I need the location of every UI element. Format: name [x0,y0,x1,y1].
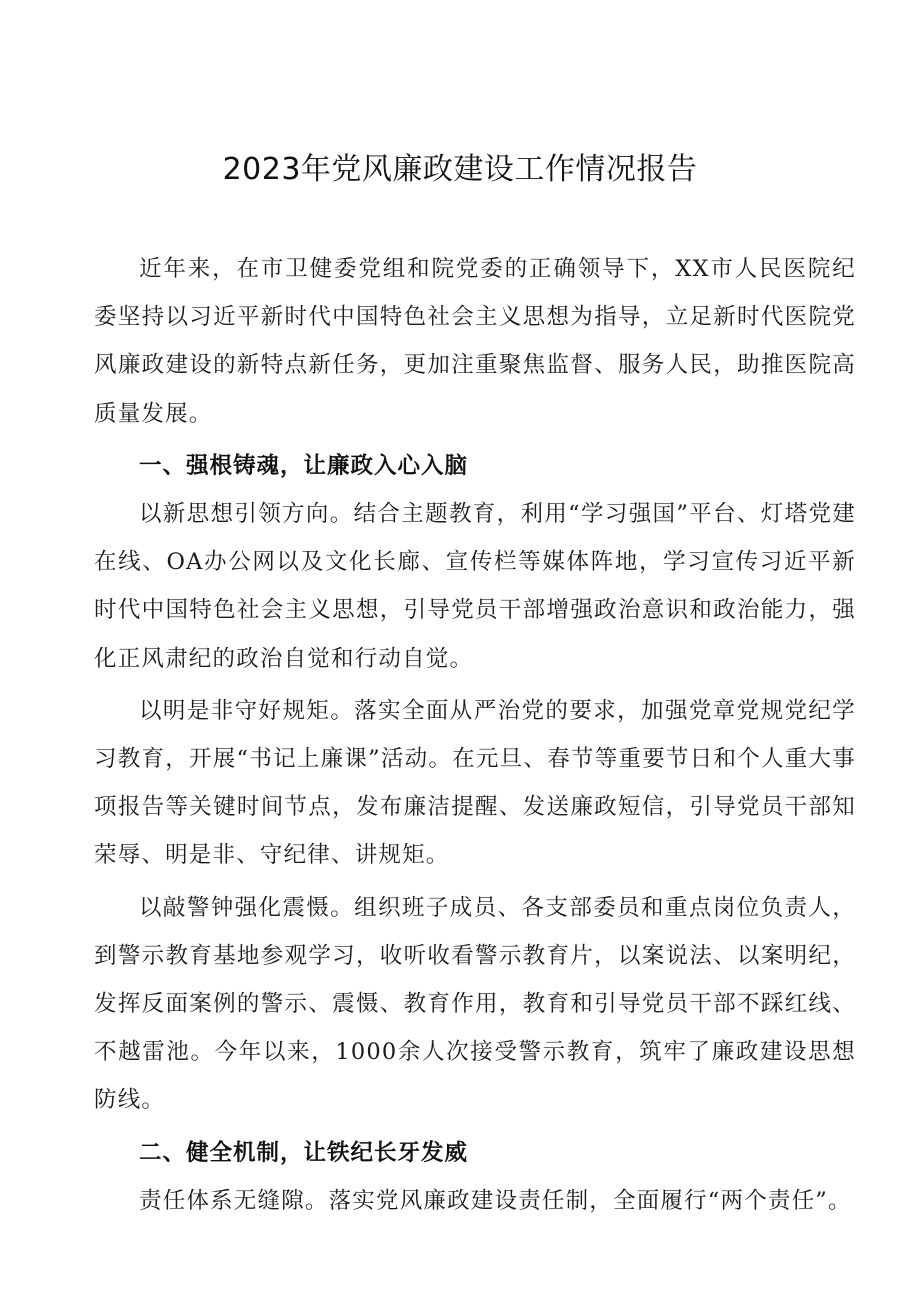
document-body [94,245,856,1225]
document-title: 2023年党风廉政建设工作情况报告 [222,152,698,187]
section-1-paragraph-3: 以敲警钟强化震慑。组织班子成员、各支部委员和重点岗位负责人，到警示教育基地参观学习，收听收看警示教育片，以案说法、以案明纪，发挥反面案例的警示、震慑、教育作用，教育和引导党员干部不踩红线、不越雷池。今年以来，1000余人次接受警示教育，筑牢了廉政建设思想防线。 [94,894,856,1114]
section-1-heading: 一、强根铸魂，让廉政入心入脑 [139,452,469,479]
section-1-paragraph-2: 以明是非守好规矩。落实全面从严治党的要求，加强党章党规党纪学习教育，开展“书记上廉课”活动。在元旦、春节等重要节日和个人重大事项报告等关键时间节点，发布廉洁提醒、发送廉政短信，引导党员干部知荣辱、明是非、守纪律、讲规矩。 [94,697,856,869]
section-2-heading: 二、健全机制，让铁纪长牙发威 [139,1139,469,1166]
section-1-paragraph-1: 以新思想引领方向。结合主题教育，利用“学习强国”平台、灯塔党建在线、OA办公网以及文化长廊、宣传栏等媒体阵地，学习宣传习近平新时代中国特色社会主义思想，引导党员干部增强政治意识和政治能力，强化正风肃纪的政治自觉和行动自觉。 [94,501,856,672]
section-2-paragraph-1: 责任体系无缝隙。落实党风廉政建设责任制，全面履行“两个责任”。 [139,1187,852,1214]
intro-paragraph: 近年来，在市卫健委党组和院党委的正确领导下，XX市人民医院纪委坚持以习近平新时代中国特色社会主义思想为指导，立足新时代医院党风廉政建设的新特点新任务，更加注重聚焦监督、服务人民，助推医院高质量发展。 [94,256,856,427]
